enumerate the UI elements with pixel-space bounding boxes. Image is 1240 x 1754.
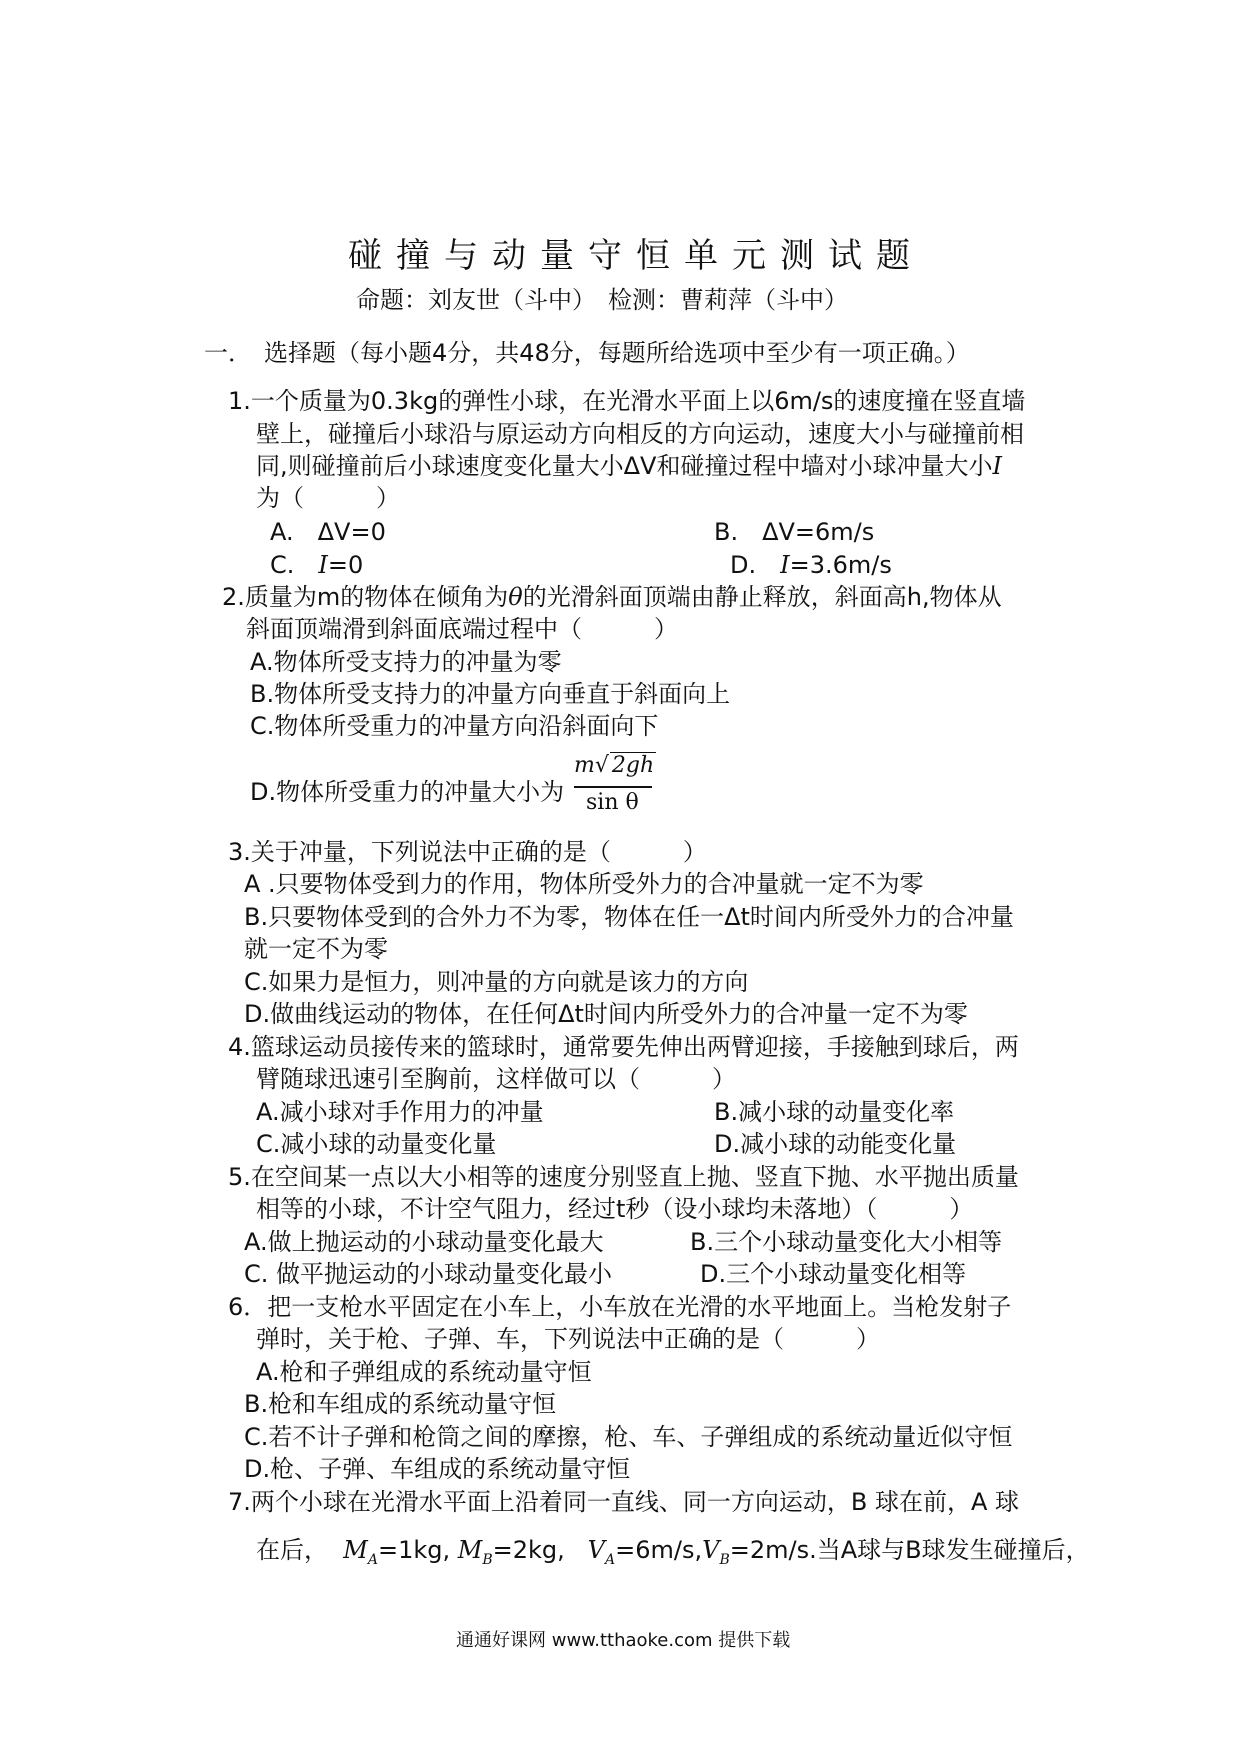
q4-option-c: C.减小球的动量变化量 (256, 1130, 497, 1158)
page-title: 碰撞与动量守恒单元测试题 (348, 236, 924, 276)
q7-mass-b-symbol: M (457, 1536, 483, 1564)
q6-option-d: D.枪、子弹、车组成的系统动量守恒 (244, 1455, 631, 1483)
footer-link[interactable]: 通通好课网 www.tthaoke.com 提供下载 (456, 1630, 791, 1651)
q4-line2: 臂随球迅速引至胸前，这样做可以（ ） (256, 1065, 736, 1093)
q1-option-c (270, 545, 363, 580)
q7-mass-a-subscript: A (367, 1552, 378, 1568)
q7-velocity-b-symbol: V (702, 1536, 720, 1564)
q2-option-a: A.物体所受支持力的冲量为零 (250, 648, 562, 676)
q4-option-b: B.减小球的动量变化率 (714, 1098, 955, 1126)
q1-option-d (730, 545, 892, 580)
q1-option-c-label: C. (270, 551, 319, 579)
q4-line1: 4.篮球运动员接传来的篮球时，通常要先伸出两臂迎接，手接触到球后，两 (228, 1033, 1019, 1061)
q5-line1: 5.在空间某一点以大小相等的速度分别竖直上抛、竖直下抛、水平抛出质量 (228, 1163, 1019, 1191)
q2-fraction-bar (574, 786, 652, 788)
q7-line1: 7.两个小球在光滑水平面上沿着同一直线、同一方向运动，B 球在前，A 球 (228, 1488, 1020, 1516)
q1-line1: 1.一个质量为0.3kg的弹性小球，在光滑水平面上以6m/s的速度撞在竖直墙 (228, 387, 1026, 415)
q7-mass-a-symbol: M (343, 1536, 368, 1564)
q7-velocity-b-value: =2m/s.当A球与B球发生碰撞后， (729, 1536, 1090, 1564)
q7-mass-b-subscript: B (482, 1552, 493, 1568)
q3-line1: 3.关于冲量，下列说法中正确的是（ ） (228, 838, 707, 866)
q3-option-d: D.做曲线运动的物体，在任何Δt时间内所受外力的合冲量一定不为零 (244, 1000, 968, 1028)
q6-line1: 6．把一支枪水平固定在小车上，小车放在光滑的水平地面上。当枪发射子 (228, 1293, 1012, 1321)
q1-option-a: A. ΔV=0 (270, 518, 386, 546)
q5-option-c: C. 做平抛运动的小球动量变化最小 (244, 1260, 613, 1288)
q2-fraction-root: 2gh (611, 753, 655, 778)
q1-option-c-value: =0 (327, 551, 364, 579)
q2-line1-text-b: 的光滑斜面顶端由静止释放，斜面高h,物体从 (522, 583, 1002, 611)
q1-line2: 壁上，碰撞后小球沿与原运动方向相反的方向运动，速度大小与碰撞前相 (256, 420, 1024, 448)
q1-option-b: B. ΔV=6m/s (714, 518, 875, 546)
q1-option-c-symbol: I (318, 551, 328, 579)
q7-velocity-a-value: =6m/s, (615, 1536, 703, 1564)
q5-line2: 相等的小球，不计空气阻力，经过t秒（设小球均未落地）（ ） (256, 1195, 974, 1223)
q7-line2 (256, 1530, 1090, 1568)
q2-theta-symbol: θ (508, 583, 523, 611)
q3-option-b-line1: B.只要物体受到的合外力不为零，物体在任一Δt时间内所受外力的合冲量 (244, 903, 1014, 931)
q4-option-d: D.减小球的动能变化量 (714, 1130, 957, 1158)
q7-velocity-b-subscript: B (719, 1552, 730, 1568)
q5-option-d: D.三个小球动量变化相等 (700, 1260, 967, 1288)
q7-mass-b-value: =2kg, (492, 1536, 565, 1564)
q2-line1-text-a: 2.质量为m的物体在倾角为 (222, 583, 509, 611)
q2-line1 (222, 577, 1002, 612)
q2-option-c: C.物体所受重力的冲量方向沿斜面向下 (250, 712, 659, 740)
q5-option-b: B.三个小球动量变化大小相等 (690, 1228, 1003, 1256)
q3-option-a: A .只要物体受到力的作用，物体所受外力的合冲量就一定不为零 (244, 870, 924, 898)
q2-fraction-denominator: sin θ (586, 790, 639, 815)
q2-fraction-m: m (574, 753, 595, 778)
q5-option-a: A.做上抛运动的小球动量变化最大 (244, 1228, 604, 1256)
q4-option-a: A.减小球对手作用力的冲量 (256, 1098, 544, 1126)
q6-option-c: C.若不计子弹和枪筒之间的摩擦，枪、车、子弹组成的系统动量近似守恒 (244, 1423, 1013, 1451)
q2-option-d: D.物体所受重力的冲量大小为 (250, 778, 565, 806)
q1-line4: 为（ ） (256, 484, 400, 512)
q6-option-a: A.枪和子弹组成的系统动量守恒 (256, 1358, 592, 1386)
author-line: 命题：刘友世（斗中） 检测：曹莉萍（斗中） (356, 286, 848, 314)
q1-option-d-symbol: I (780, 551, 790, 579)
q2-option-b: B.物体所受支持力的冲量方向垂直于斜面向上 (250, 680, 731, 708)
q2-fraction-numerator: m√ 2gh (574, 753, 655, 778)
q1-symbol-I: I (992, 452, 1002, 480)
q3-option-b-line2: 就一定不为零 (244, 935, 388, 963)
q7-line2-prefix: 在后， (256, 1536, 328, 1564)
section-heading: 一． 选择题（每小题4分，共48分，每题所给选项中至少有一项正确。） (204, 339, 970, 367)
q7-mass-a-value: =1kg, (377, 1536, 451, 1564)
q1-line3 (256, 446, 1002, 481)
q7-velocity-a-subscript: A (605, 1552, 616, 1568)
q1-line3-text: 同,则碰撞前后小球速度变化量大小ΔV和碰撞过程中墙对小球冲量大小 (256, 452, 993, 480)
q3-option-c: C.如果力是恒力，则冲量的方向就是该力的方向 (244, 968, 749, 996)
q1-option-d-value: =3.6m/s (789, 551, 892, 579)
q1-option-d-label: D. (730, 551, 781, 579)
q2-line2: 斜面顶端滑到斜面底端过程中（ ） (246, 615, 678, 643)
q6-option-b: B.枪和车组成的系统动量守恒 (244, 1390, 557, 1418)
q7-velocity-a-symbol: V (587, 1536, 605, 1564)
q6-line2: 弹时，关于枪、子弹、车，下列说法中正确的是（ ） (256, 1325, 880, 1353)
